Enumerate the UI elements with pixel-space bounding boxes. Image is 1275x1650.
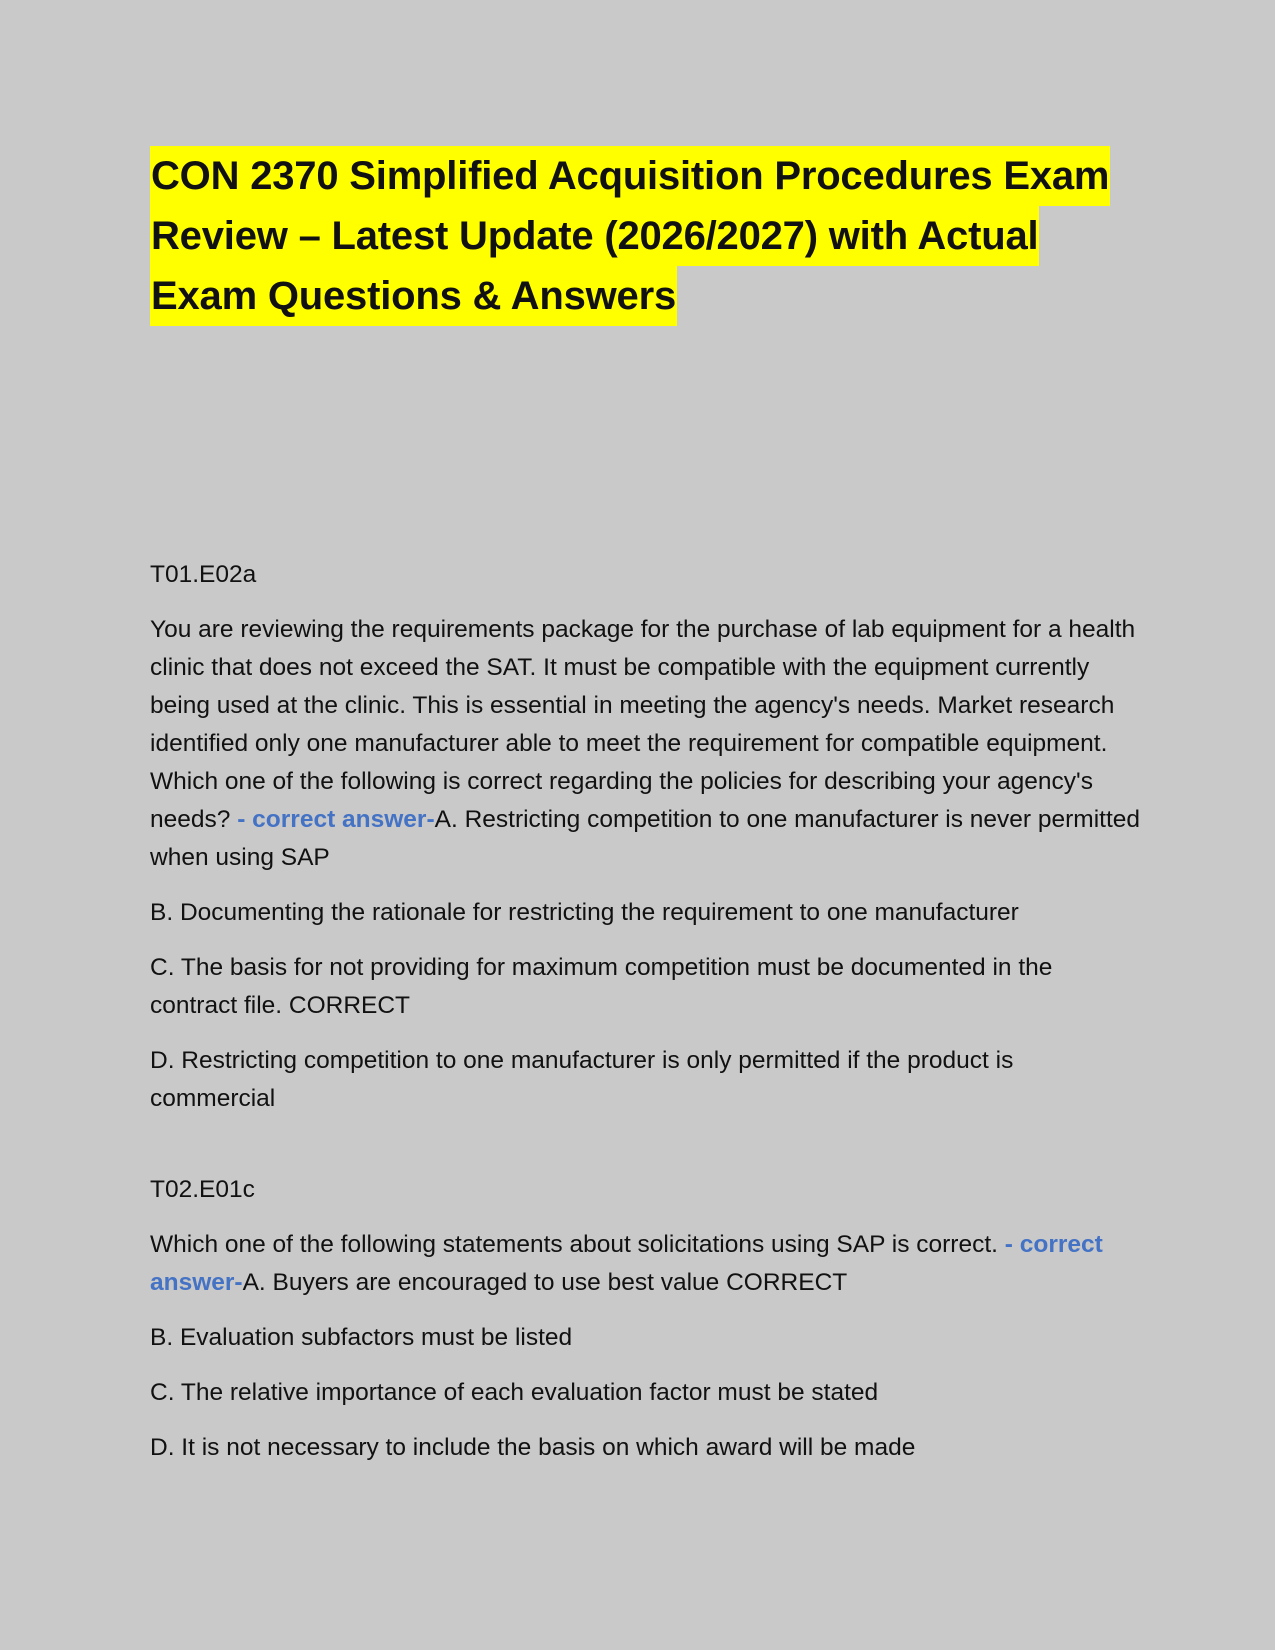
question-stem: You are reviewing the requirements package for the purchase of lab equipment for a health clinic that does not exceed the SAT. It must be compatible with the equipment currently being used at the clinic. This is essential in meeting the agency's needs. Market research identified only one manufacturer able to meet the requirement for compatible equipment. Which one of the following is correct regarding the policies for describing your agency's needs? xyxy=(150,616,1136,833)
title-line: Exam Questions & Answers xyxy=(150,266,677,326)
question-stem: Which one of the following statements about solicitations using SAP is correct. xyxy=(150,1231,1005,1258)
section-spacer xyxy=(150,1135,1140,1171)
title-line: Review – Latest Update (2026/2027) with Actual xyxy=(150,206,1039,266)
answer-option: D. It is not necessary to include the basis on which award will be made xyxy=(150,1434,916,1461)
correct-answer-label: - correct answer- xyxy=(150,1231,1103,1296)
title-line: CON 2370 Simplified Acquisition Procedures Exam xyxy=(150,146,1110,206)
answer-option: B. Evaluation subfactors must be listed xyxy=(150,1324,573,1351)
question-text xyxy=(150,611,1140,877)
correct-answer-label: - correct answer- xyxy=(237,806,435,833)
answer-option: B. Documenting the rationale for restricting the requirement to one manufacturer xyxy=(150,899,1019,926)
answer-option: C. The relative importance of each evaluation factor must be stated xyxy=(150,1379,879,1406)
answer-option: D. Restricting competition to one manufacturer is only permitted if the product is commercial xyxy=(150,1047,1014,1112)
question-text xyxy=(150,1226,1140,1302)
question-id: T01.E02a xyxy=(150,561,257,588)
question-id: T02.E01c xyxy=(150,1176,255,1203)
answer-option: A. Buyers are encouraged to use best value CORRECT xyxy=(242,1269,848,1296)
questions-section xyxy=(150,556,1140,1484)
answer-option: C. The basis for not providing for maximum competition must be documented in the contract file. CORRECT xyxy=(150,954,1053,1019)
document-title xyxy=(150,146,1130,326)
answer-option: A. Restricting competition to one manufacturer is never permitted when using SAP xyxy=(150,806,1141,871)
